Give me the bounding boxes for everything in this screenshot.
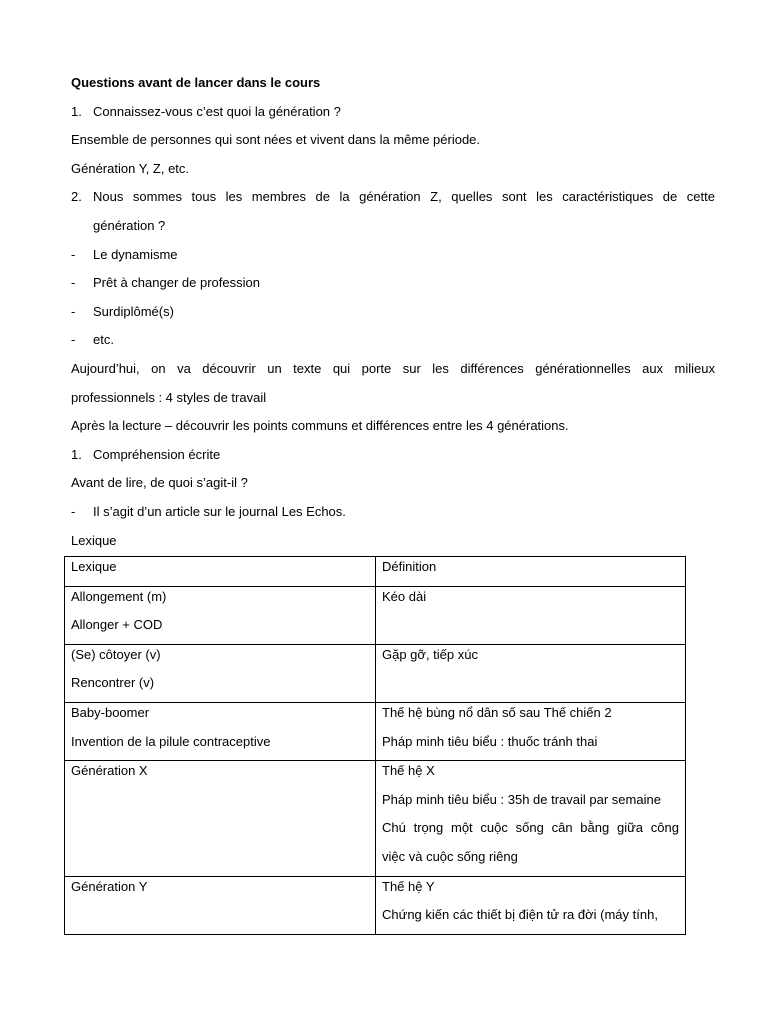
question-2-line-1 (71, 187, 715, 216)
term-line: Baby-boomer (71, 704, 150, 720)
definition-line: Kéo dài (382, 588, 427, 604)
table-row (65, 702, 686, 760)
section-1 (71, 445, 715, 474)
trait-text: Surdiplômé(s) (93, 303, 174, 319)
before-reading: Avant de lire, de quoi s’agit-il ? (71, 475, 248, 491)
question-2-text-1: Nous sommes tous les membres de la génération Z, quelles sont les caractéristiques de cette (93, 189, 715, 205)
term-line: (Se) côtoyer (v) (71, 646, 161, 662)
table-row (65, 644, 686, 702)
document-body (71, 73, 715, 559)
term-line: Allonger + COD (71, 617, 163, 633)
trait-item (71, 245, 715, 274)
trait-dash: - (71, 332, 76, 348)
document-heading: Questions avant de lancer dans le cours (71, 75, 321, 90)
trait-dash: - (71, 303, 76, 319)
term-line: Génération X (71, 763, 148, 779)
definition-line: Chứng kiến các thiết bị điện tử ra đời (máy tính, (382, 907, 658, 923)
after-reading: Après la lecture – découvrir les points communs et différences entre les 4 générations. (71, 418, 569, 434)
trait-item (71, 273, 715, 302)
question-2-number: 2. (71, 189, 82, 205)
header-definition: Définition (382, 559, 437, 574)
table-row (65, 586, 686, 644)
term-cell (65, 644, 376, 702)
question-1-text: Connaissez-vous c’est quoi la génération ? (93, 103, 341, 119)
term-line: Invention de la pilule contraceptive (71, 733, 271, 749)
article-dash: - (71, 503, 76, 519)
question-1 (71, 102, 715, 131)
trait-text: Le dynamisme (93, 246, 178, 262)
term-line: Génération Y (71, 878, 148, 894)
trait-dash: - (71, 246, 76, 262)
definition-line: Gặp gỡ, tiếp xúc (382, 646, 478, 662)
answer-1-line-1: Ensemble de personnes qui sont nées et vivent dans la même période. (71, 132, 481, 148)
definition-line: việc và cuộc sống riêng (382, 848, 518, 864)
trait-item (71, 302, 715, 331)
term-line: Rencontrer (v) (71, 675, 155, 691)
header-lexique: Lexique (71, 559, 117, 574)
section-1-title: Compréhension écrite (93, 446, 221, 462)
trait-item (71, 330, 715, 359)
trait-dash: - (71, 275, 76, 291)
definition-cell (376, 586, 686, 644)
definition-line: Thế hệ X (382, 763, 435, 779)
question-2-line-2: génération ? (93, 217, 166, 233)
answer-1-line-2: Génération Y, Z, etc. (71, 160, 190, 176)
table-row (65, 876, 686, 934)
definition-line: Thế hệ Y (382, 878, 435, 894)
term-cell (65, 761, 376, 876)
table-row (65, 761, 686, 876)
intro-line-2: professionnels : 4 styles de travail (71, 389, 267, 405)
lexique-title: Lexique (71, 532, 117, 548)
term-cell (65, 702, 376, 760)
question-1-number: 1. (71, 103, 82, 119)
definition-cell (376, 761, 686, 876)
definition-line: Pháp minh tiêu biểu : 35h de travail par semaine (382, 791, 661, 807)
trait-text: etc. (93, 332, 114, 348)
definition-cell (376, 644, 686, 702)
definition-line: Thế hệ bùng nổ dân số sau Thế chiến 2 (382, 704, 612, 720)
article-text: Il s’agit d’un article sur le journal Les Echos. (93, 503, 346, 519)
trait-text: Prêt à changer de profession (93, 275, 260, 291)
table-header-row (65, 557, 686, 587)
intro-line-1: Aujourd’hui, on va découvrir un texte qui porte sur les différences générationnelles aux milieux (71, 360, 715, 376)
header-cell (376, 557, 686, 587)
definition-cell (376, 702, 686, 760)
definition-cell (376, 876, 686, 934)
definition-line: Chú trọng một cuộc sống cân bằng giữa công (382, 820, 679, 836)
article-item (71, 502, 715, 531)
term-cell (65, 876, 376, 934)
lexique-table (64, 556, 686, 935)
term-line: Allongement (m) (71, 588, 167, 604)
section-1-number: 1. (71, 446, 82, 462)
header-cell (65, 557, 376, 587)
definition-line: Pháp minh tiêu biểu : thuốc tránh thai (382, 733, 598, 749)
term-cell (65, 586, 376, 644)
